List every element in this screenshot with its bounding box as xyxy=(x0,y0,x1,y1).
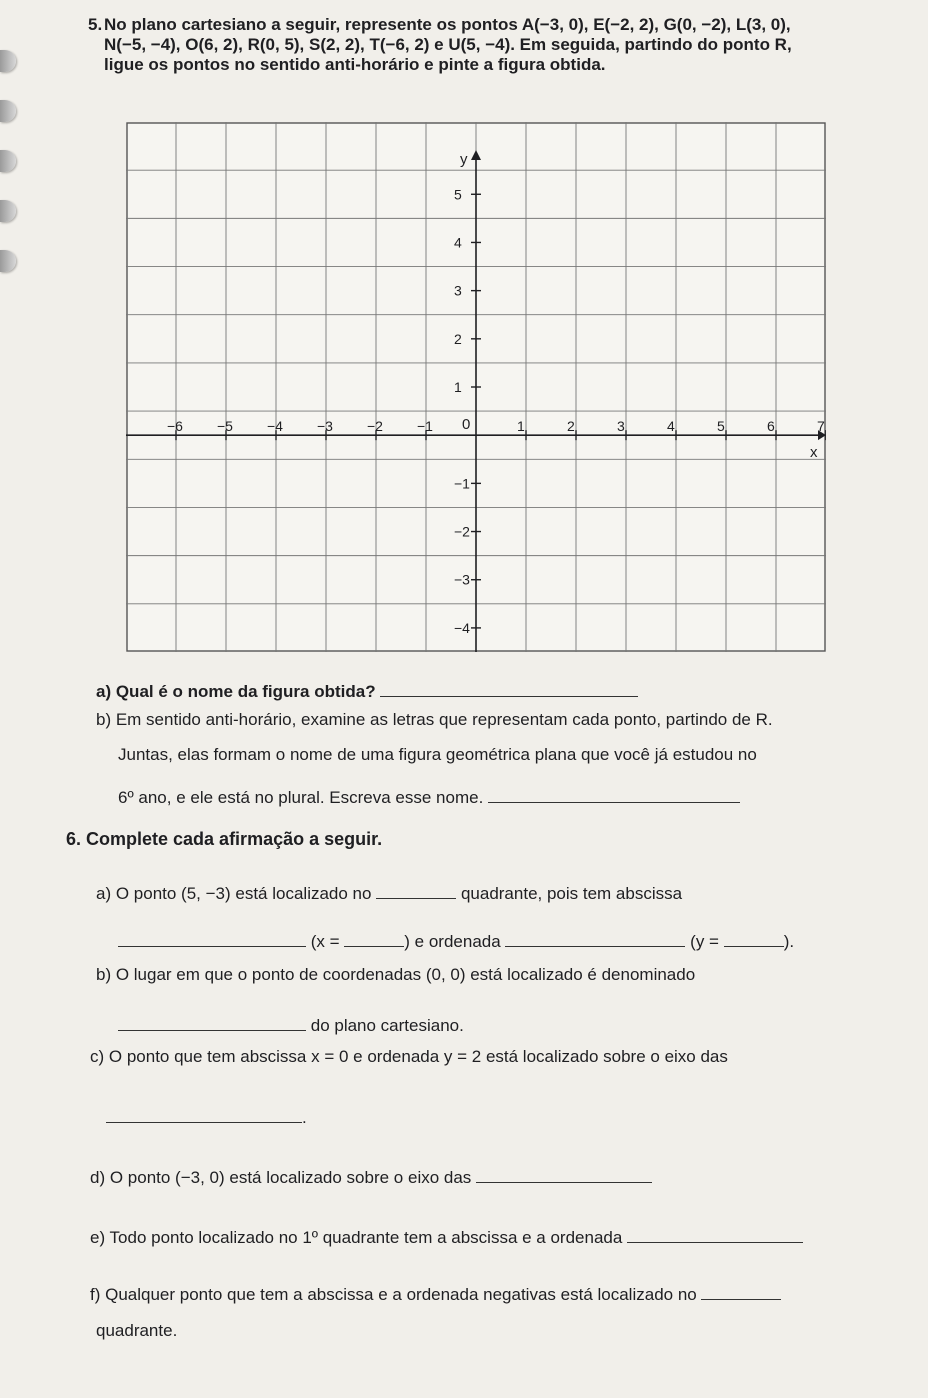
question-5-line-1: No plano cartesiano a seguir, represente os pontos A(−3, 0), E(−2, 2), G(0, −2), L(3, 0), xyxy=(104,15,791,34)
question-6f-line-1 xyxy=(90,1283,781,1306)
y-tick-label: 3 xyxy=(454,282,462,299)
question-5-line-3: ligue os pontos no sentido anti-horário e pinte a figura obtida. xyxy=(104,55,606,74)
question-number: 5. xyxy=(88,15,103,34)
question-6d xyxy=(90,1166,652,1189)
x-tick-label: 2 xyxy=(567,418,575,435)
x-tick-label: 3 xyxy=(617,418,625,435)
question-6f-line-2: quadrante. xyxy=(96,1321,178,1340)
x-tick-label: 5 xyxy=(717,418,725,435)
y-tick-label: −3 xyxy=(454,571,470,588)
question-5b-line-2: Juntas, elas formam o nome de uma figura geométrica plana que você já estudou no xyxy=(118,745,757,764)
question-5b-line-3 xyxy=(118,786,740,809)
answer-blank-6e[interactable] xyxy=(627,1226,803,1243)
origin-label: 0 xyxy=(462,416,471,434)
binder-ring xyxy=(0,50,16,72)
x-tick-label: −6 xyxy=(167,418,183,435)
question-6e xyxy=(90,1226,803,1249)
question-6-title: 6. Complete cada afirmação a seguir. xyxy=(66,829,383,849)
binder-ring xyxy=(0,100,16,122)
x-tick-label: 7 xyxy=(817,418,825,435)
y-equals-label: (y = xyxy=(690,932,719,951)
question-5a-text: a) Qual é o nome da figura obtida? xyxy=(96,682,376,701)
x-tick-label: −1 xyxy=(417,418,433,435)
answer-blank-6a-y[interactable] xyxy=(724,930,784,947)
question-6d-text: d) O ponto (−3, 0) está localizado sobre o eixo das xyxy=(90,1168,472,1187)
answer-blank-6a-quadrant[interactable] xyxy=(376,882,456,899)
x-tick-label: −5 xyxy=(217,418,233,435)
answer-blank-6c[interactable] xyxy=(106,1106,302,1123)
question-5a xyxy=(96,680,638,703)
binder-rings xyxy=(0,40,30,300)
question-6a-line-2 xyxy=(118,930,794,953)
question-6b-line-2 xyxy=(118,1014,464,1037)
answer-blank-6f[interactable] xyxy=(701,1283,781,1300)
closing-paren: ). xyxy=(783,932,795,951)
y-axis-label: y xyxy=(460,151,468,168)
question-6f-text: f) Qualquer ponto que tem a abscissa e a ordenada negativas está localizado no xyxy=(90,1285,697,1304)
question-5b-text: 6º ano, e ele está no plural. Escreva esse nome. xyxy=(118,788,484,807)
y-tick-label: 1 xyxy=(454,379,462,395)
answer-blank-6b[interactable] xyxy=(118,1014,306,1031)
question-6a-text-2: quadrante, pois tem abscissa xyxy=(460,884,683,903)
y-tick-label: −1 xyxy=(454,475,470,492)
x-axis-label: x xyxy=(810,444,818,462)
answer-blank-5a[interactable] xyxy=(380,680,638,697)
binder-ring xyxy=(0,150,16,172)
question-5b-line-1: b) Em sentido anti-horário, examine as letras que representam cada ponto, partindo de R. xyxy=(96,710,773,729)
question-6b-line-1: b) O lugar em que o ponto de coordenadas (0, 0) está localizado é denominado xyxy=(96,965,696,984)
y-tick-label: 5 xyxy=(454,186,462,203)
binder-ring xyxy=(0,200,16,222)
x-tick-label: −4 xyxy=(267,418,283,435)
question-6a-text: a) O ponto (5, −3) está localizado no xyxy=(96,884,372,903)
y-tick-label: −4 xyxy=(454,619,470,636)
x-tick-label: 4 xyxy=(667,418,675,435)
question-6c-line-2 xyxy=(106,1106,307,1129)
answer-blank-6a-abscissa-sign[interactable] xyxy=(118,930,306,947)
y-tick-label: 4 xyxy=(454,234,462,251)
x-tick-label: 6 xyxy=(767,418,775,435)
ordinate-label: ) e ordenada xyxy=(404,932,501,951)
answer-blank-6a-ordinate-sign[interactable] xyxy=(505,930,685,947)
question-5-line-2: N(−5, −4), O(6, 2), R(0, 5), S(2, 2), T(−6, 2) e U(5, −4). Em seguida, partindo do ponto R, xyxy=(104,35,792,54)
binder-ring xyxy=(0,250,16,272)
question-6a-line-1 xyxy=(96,882,682,905)
x-equals-label: (x = xyxy=(310,932,340,951)
x-tick-label: −2 xyxy=(367,418,383,435)
question-6e-text: e) Todo ponto localizado no 1º quadrante tem a abscissa e a ordenada xyxy=(90,1228,623,1247)
question-6c-line-1: c) O ponto que tem abscissa x = 0 e ordenada y = 2 está localizado sobre o eixo das xyxy=(90,1047,728,1066)
answer-blank-6a-x[interactable] xyxy=(344,930,404,947)
x-tick-label: 1 xyxy=(517,418,525,435)
answer-blank-5b[interactable] xyxy=(488,786,740,803)
answer-blank-6d[interactable] xyxy=(476,1166,652,1183)
y-tick-label: −2 xyxy=(454,523,470,540)
cartesian-grid[interactable] xyxy=(126,122,826,652)
x-tick-label: −3 xyxy=(317,418,333,435)
y-tick-label: 2 xyxy=(454,330,462,347)
question-6c-period: . xyxy=(302,1108,307,1127)
question-6b-text: do plano cartesiano. xyxy=(310,1016,464,1035)
